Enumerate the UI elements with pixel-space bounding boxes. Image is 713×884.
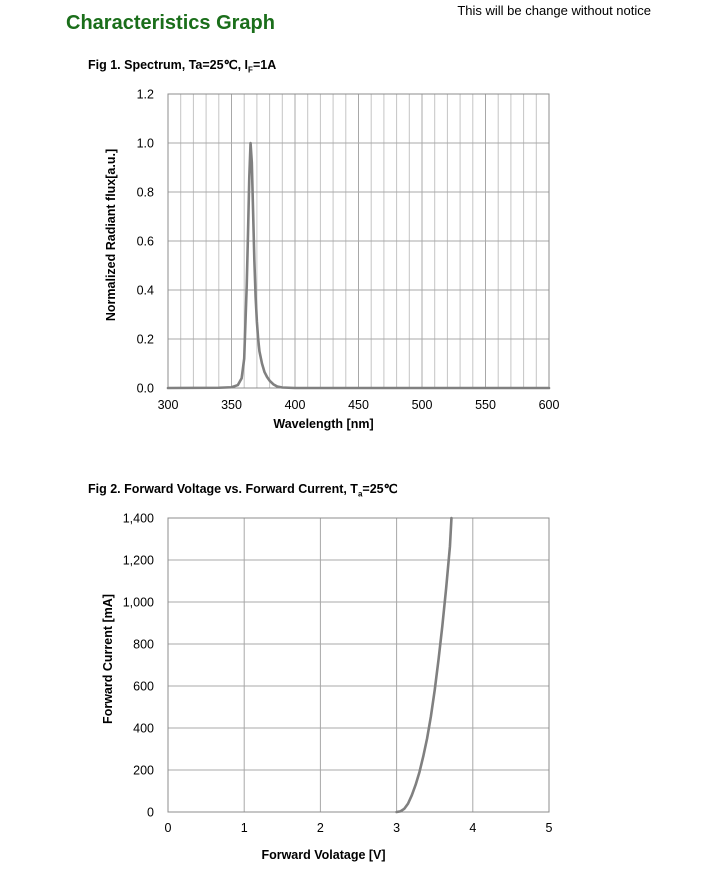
fig2-series-line [397, 518, 452, 812]
fig2-x-tick-label: 1 [240, 821, 248, 835]
fig2-y-axis-label: Forward Current [mA] [101, 594, 115, 724]
fig2-y-tick-label: 400 [133, 721, 154, 736]
fig2-caption-sub: a [357, 489, 363, 499]
fig1-x-tick-label: 450 [348, 398, 369, 412]
fig2-y-tick-label: 1,200 [122, 553, 154, 568]
fig2-x-tick-label: 0 [164, 821, 172, 835]
fig2-y-tick-label: 0 [147, 805, 154, 820]
change-notice: This will be change without notice [457, 3, 651, 18]
fig1-x-tick-label: 600 [538, 398, 560, 412]
fig1-y-tick-label: 0.0 [136, 381, 154, 396]
fig2-caption-main: Fig 2. Forward Voltage vs. Forward Current, T [88, 482, 358, 496]
fig1-caption-end: =1A [252, 58, 277, 72]
fig1-y-tick-label: 0.4 [136, 283, 154, 298]
fig2-y-tick-label: 600 [133, 679, 154, 694]
fig2-caption-end: =25℃ [362, 482, 398, 496]
fig1-x-tick-label: 300 [157, 398, 179, 412]
fig2-x-tick-label: 4 [469, 821, 477, 835]
fig2-y-tick-label: 1,400 [122, 511, 154, 526]
fig1-x-tick-label: 550 [475, 398, 496, 412]
fig2-x-tick-label: 2 [316, 821, 324, 835]
fig1-y-tick-label: 0.2 [136, 332, 154, 347]
fig2-y-tick-label: 800 [133, 637, 154, 652]
fig1-x-tick-label: 500 [411, 398, 433, 412]
page-title: Characteristics Graph [66, 12, 275, 34]
fig1-caption-sub: F [248, 65, 253, 75]
fig2-x-tick-label: 5 [545, 821, 553, 835]
fig2-x-axis-label: Forward Volatage [V] [261, 848, 386, 862]
fig1-x-axis-label: Wavelength [nm] [273, 417, 374, 431]
fig1-y-tick-label: 0.8 [136, 185, 154, 200]
fig1-y-tick-label: 0.6 [136, 234, 154, 249]
fig1-caption-main: Fig 1. Spectrum, Ta=25℃, I [88, 58, 249, 72]
fig1-x-tick-label: 400 [284, 398, 306, 412]
fig1-y-tick-label: 1.2 [136, 87, 154, 102]
fig2-y-tick-label: 1,000 [122, 595, 154, 610]
fig1-x-tick-label: 350 [221, 398, 242, 412]
fig2-plot-frame [168, 518, 549, 812]
fig2-x-tick-label: 3 [393, 821, 401, 835]
fig2-y-tick-label: 200 [133, 763, 154, 778]
fig1-y-tick-label: 1.0 [136, 136, 154, 151]
fig1-y-axis-label: Normalized Radiant flux[a.u.] [104, 148, 118, 322]
